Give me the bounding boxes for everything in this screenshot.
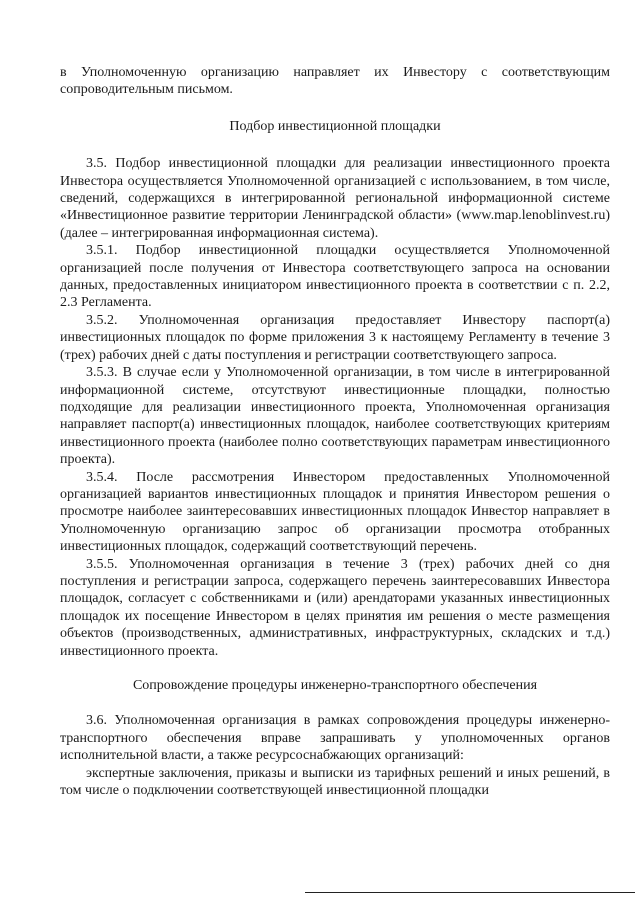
- paragraph-3-5-4: 3.5.4. После рассмотрения Инвестором предоставленных Уполномоченной организацией вариантов инвестиционных площадок и принятия Инвестором решения о просмотре наиболее заинтересовавших инвестиционных площадок Инвестор направляет в Уполномоченную организацию запрос об организации просмотра отобранных инвестиционных площадок, содержащий соответствующий перечень.: [60, 469, 610, 555]
- section-heading-engineering-support: Сопровождение процедуры инженерно-транспортного обеспечения: [132, 678, 538, 693]
- section-heading-site-selection: Подбор инвестиционной площадки: [229, 118, 441, 134]
- paragraph-3-6: 3.6. Уполномоченная организация в рамках сопровождения процедуры инженерно-транспортного обеспечения вправе запрашивать у уполномоченных органов исполнительной власти, а также ресурсоснабжающих организаций:: [60, 713, 610, 764]
- paragraph-3-5-2: 3.5.2. Уполномоченная организация предоставляет Инвестору паспорт(а) инвестиционных площадок по форме приложения 3 к настоящему Регламенту в течение 3 (трех) рабочих дней с даты поступления и регистрации соответствующего запроса.: [60, 312, 610, 363]
- paragraph-3-5-5: 3.5.5. Уполномоченная организация в течение 3 (трех) рабочих дней со дня поступления и регистрации запроса, содержащего перечень заинтересовавших Инвестора площадок, согласует с собственниками и (или) арендаторами указанных инвестиционных площадок их посещение Инвестором в целях принятия им решения о месте размещения объектов (производственных, административных, инфраструктурных, складских и т.д.) инвестиционного проекта.: [60, 556, 610, 659]
- paragraph-expert-conclusions: экспертные заключения, приказы и выписки из тарифных решений и иных решений, в том числе о подключении соответствующей инвестиционной площадки: [60, 765, 610, 799]
- paragraph-3-5-1: 3.5.1. Подбор инвестиционной площадки осуществляется Уполномоченной организацией после получения от Инвестора соответствующего запроса на основании данных, предоставленных инициатором инвестиционного проекта в соответствии с п. 2.2, 2.3 Регламента.: [60, 243, 610, 311]
- paragraph-3-5: 3.5. Подбор инвестиционной площадки для реализации инвестиционного проекта Инвестора осуществляется Уполномоченной организацией с использованием, в том числе, сведений, содержащихся в интегрированной региональной информационной системе «Инвестиционное развитие территории Ленинградской области» (www.map.lenoblinvest.ru) (далее – интегрированная информационная система).: [60, 156, 610, 241]
- footer-rule: [305, 892, 635, 893]
- paragraph-3-5-3: 3.5.3. В случае если у Уполномоченной организации, в том числе в интегрированной информационной системе, отсутствуют инвестиционные площадки, полностью подходящие для реализации инвестиционного проекта, Уполномоченная организация направляет паспорт(а) инвестиционных площадок, наиболее соответствующих критериям инвестиционного проекта (наиболее полно соответствующих параметрам инвестиционного проекта).: [60, 365, 610, 468]
- intro-paragraph: в Уполномоченную организацию направляет их Инвестору с соответствующим сопроводительным письмом.: [60, 65, 610, 98]
